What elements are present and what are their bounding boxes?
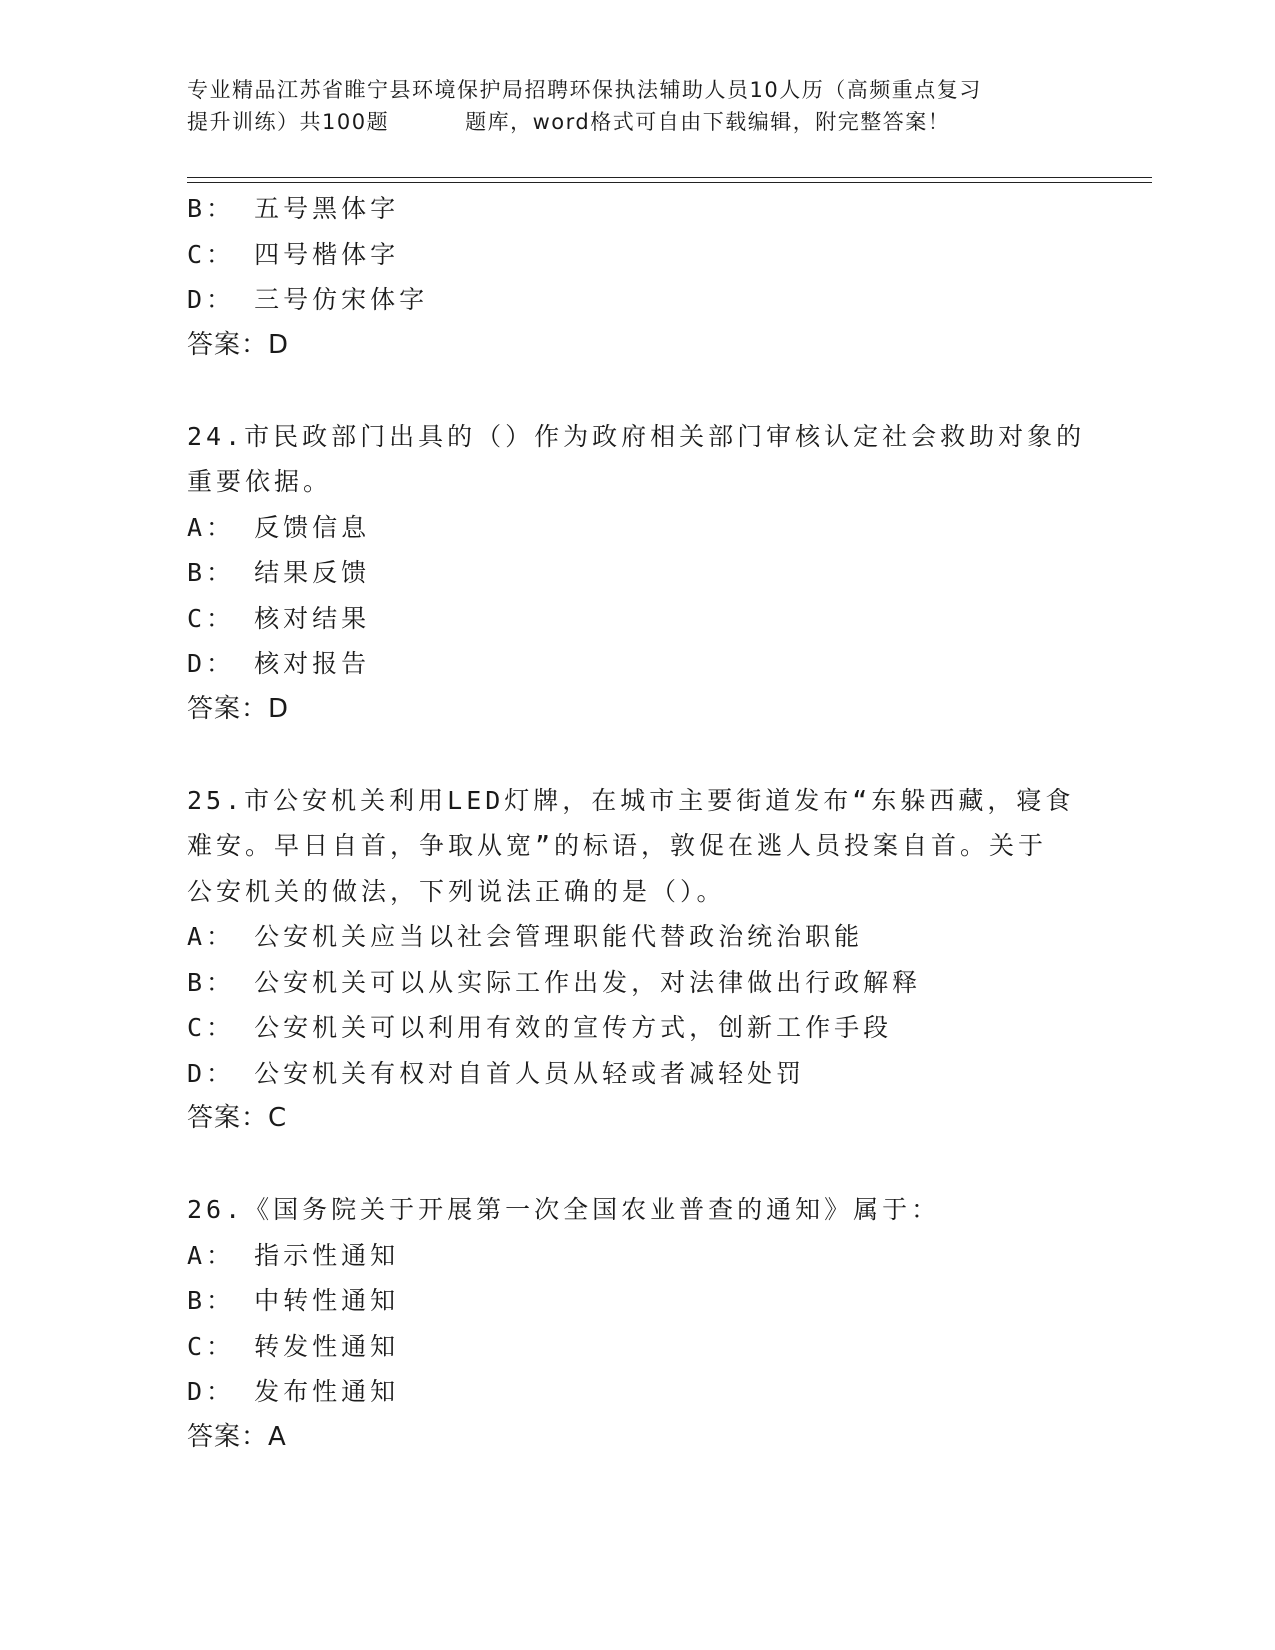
option-c: C： 核对结果 bbox=[187, 603, 371, 633]
option-a: A： 公安机关应当以社会管理职能代替政治统治职能 bbox=[187, 922, 864, 951]
header-divider-top bbox=[187, 177, 1152, 178]
question-stem-line: 26.《国务院关于开展第一次全国农业普查的通知》属于： bbox=[187, 1195, 941, 1224]
header-line-2-part-a: 提升训练）共100题 bbox=[187, 110, 390, 134]
question-stem-line: 25.市公安机关利用LED灯牌，在城市主要街道发布“东躲西藏，寝食 bbox=[187, 785, 1075, 815]
answer-line: 答案：C bbox=[187, 1103, 288, 1133]
header-line-1: 专业精品江苏省睢宁县环境保护局招聘环保执法辅助人员10人历（高频重点复习 bbox=[187, 78, 982, 102]
option-c: C： 四号楷体字 bbox=[187, 239, 400, 269]
option-d: D： 发布性通知 bbox=[187, 1377, 400, 1406]
option-c: C： 公安机关可以利用有效的宣传方式，创新工作手段 bbox=[187, 1013, 893, 1042]
question-block-25 bbox=[187, 778, 1087, 1142]
answer-line: 答案：D bbox=[187, 693, 290, 724]
header-line-2-part-b: 题库，word格式可自由下载编辑，附完整答案！ bbox=[465, 110, 951, 134]
header-line-2 bbox=[187, 106, 1087, 138]
question-stem-line: 24.市民政部门出具的（）作为政府相关部门审核认定社会救助对象的 bbox=[187, 421, 1086, 451]
option-b: B： 五号黑体字 bbox=[187, 194, 400, 223]
option-b: B： 公安机关可以从实际工作出发，对法律做出行政解释 bbox=[187, 967, 922, 997]
option-a: A： 反馈信息 bbox=[187, 512, 371, 542]
option-b: B： 中转性通知 bbox=[187, 1286, 400, 1315]
question-block-24 bbox=[187, 414, 1087, 733]
option-d: D： 核对报告 bbox=[187, 649, 371, 678]
option-c: C： 转发性通知 bbox=[187, 1331, 400, 1361]
option-a: A： 指示性通知 bbox=[187, 1240, 400, 1270]
document-header bbox=[187, 74, 1087, 138]
answer-line: 答案：A bbox=[187, 1421, 287, 1452]
option-b: B： 结果反馈 bbox=[187, 558, 371, 587]
answer-line: 答案：D bbox=[187, 329, 290, 360]
header-divider-bottom bbox=[187, 182, 1152, 183]
question-block-continued bbox=[187, 186, 1087, 368]
question-list bbox=[187, 186, 1087, 1460]
question-stem-line: 难安。早日自首，争取从宽”的标语，敦促在逃人员投案自首。关于 bbox=[187, 831, 1048, 860]
question-block-26 bbox=[187, 1187, 1087, 1460]
question-stem-line: 公安机关的做法，下列说法正确的是（）。 bbox=[187, 876, 726, 906]
question-stem-line: 重要依据。 bbox=[187, 467, 333, 496]
option-d: D： 公安机关有权对自首人员从轻或者减轻处罚 bbox=[187, 1058, 806, 1088]
option-d: D： 三号仿宋体字 bbox=[187, 285, 429, 314]
